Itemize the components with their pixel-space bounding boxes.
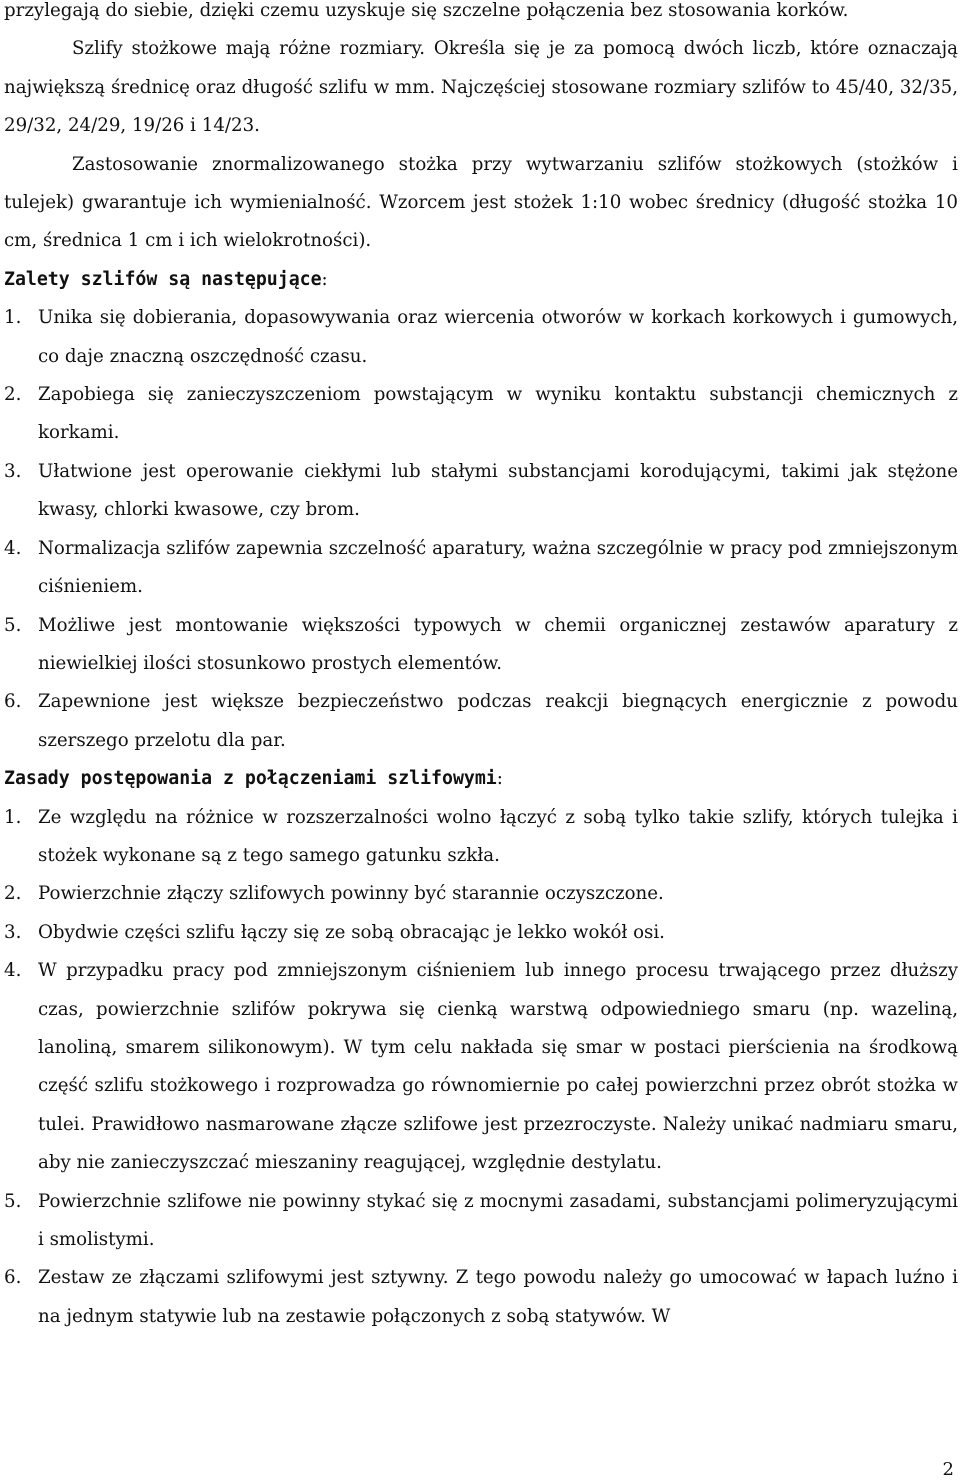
list-item xyxy=(4,299,958,376)
rules-list xyxy=(4,799,958,1337)
list-item-text: Ułatwione jest operowanie ciekłymi lub stałymi substancjami korodującymi, takimi jak stężone kwasy, chlorki kwasowe, czy brom. xyxy=(38,460,958,521)
list-item-number: 2. xyxy=(4,883,22,905)
advantages-list xyxy=(4,299,958,760)
advantages-heading-colon: : xyxy=(321,268,328,290)
list-item-text: Unika się dobierania, dopasowywania oraz wiercenia otworów w korkach korkowych i gumowych, co daje znaczną oszczędność czasu. xyxy=(38,307,958,367)
list-item-number: 2. xyxy=(4,384,22,406)
list-item-number: 4. xyxy=(4,537,22,559)
page-number: 2 xyxy=(942,1459,954,1480)
list-item xyxy=(4,875,958,913)
list-item-text: W przypadku pracy pod zmniejszonym ciśnieniem lub innego procesu trwającego przez dłuższy czas, powierzchnie szlifów pokrywa się cienką warstwą odpowiedniego smaru (np. wazeliną, lanoliną, smarem silikonowym). W tym celu nakłada się smar w postaci pierścienia na środkową część szlifu stożkowego i rozprowadza go równomiernie po całej powierzchni przez obrót stożka w tulei. Prawidłowo nasmarowane złącze szlifowe jest przezroczyste. Należy unikać nadmiaru smaru, aby nie zanieczyszczać mieszaniny reagującej, względnie destylatu. xyxy=(38,960,958,1174)
list-item xyxy=(4,683,958,760)
list-item-text: Zestaw ze złączami szlifowymi jest sztywny. Z tego powodu należy go umocować w łapach luźno i na jednym statywie lub na zestawie połączonych z sobą statywów. W xyxy=(38,1267,958,1327)
list-item-number: 1. xyxy=(4,806,22,828)
list-item xyxy=(4,914,958,952)
list-item-number: 6. xyxy=(4,1267,22,1289)
rules-heading xyxy=(4,760,958,798)
advantages-heading xyxy=(4,261,958,299)
list-item xyxy=(4,530,958,607)
list-item-number: 4. xyxy=(4,960,22,982)
list-item xyxy=(4,376,958,453)
intro-continuation: przylegają do siebie, dzięki czemu uzyskuje się szczelne połączenia bez stosowania korków. xyxy=(4,0,849,21)
list-item xyxy=(4,1259,958,1336)
list-item xyxy=(4,1183,958,1260)
list-item-text: Powierzchnie złączy szlifowych powinny być starannie oczyszczone. xyxy=(38,883,664,905)
list-item-text: Możliwe jest montowanie większości typowych w chemii organicznej zestawów aparatury z niewielkiej ilości stosunkowo prostych elementów. xyxy=(38,614,958,674)
rules-heading-text: Zasady postępowania z połączeniami szlifowymi xyxy=(4,768,497,790)
advantages-heading-text: Zalety szlifów są następujące xyxy=(4,268,322,290)
list-item-text: Normalizacja szlifów zapewnia szczelność aparatury, ważna szczególnie w pracy pod zmniejszonym ciśnieniem. xyxy=(38,537,958,598)
list-item-number: 5. xyxy=(4,1190,22,1212)
rules-heading-colon: : xyxy=(496,768,503,790)
list-item xyxy=(4,453,958,530)
intro-standard-paragraph: Zastosowanie znormalizowanego stożka przy wytwarzaniu szlifów stożkowych (stożków i tulejek) gwarantuje ich wymienialność. Wzorcem jest stożek 1:10 wobec średnicy (długość stożka 10 cm, średnica 1 cm i ich wielokrotności). xyxy=(4,153,958,252)
list-item-number: 6. xyxy=(4,691,22,713)
list-item xyxy=(4,952,958,1182)
list-item xyxy=(4,607,958,684)
list-item xyxy=(4,799,958,876)
list-item-text: Zapewnione jest większe bezpieczeństwo podczas reakcji biegnących energicznie z powodu szerszego przelotu dla par. xyxy=(38,691,958,751)
intro-sizes-paragraph: Szlify stożkowe mają różne rozmiary. Określa się je za pomocą dwóch liczb, które oznaczają największą średnicę oraz długość szlifu w mm. Najczęściej stosowane rozmiary szlifów to 45/40, 32/35, 29/32, 24/29, 19/26 i 14/23. xyxy=(4,38,958,137)
list-item-text: Powierzchnie szlifowe nie powinny stykać się z mocnymi zasadami, substancjami polimeryzującymi i smolistymi. xyxy=(38,1190,958,1250)
list-item-number: 3. xyxy=(4,460,22,482)
document-page xyxy=(4,0,958,1336)
list-item-number: 5. xyxy=(4,614,22,636)
list-item-text: Obydwie części szlifu łączy się ze sobą obracając je lekko wokół osi. xyxy=(38,921,665,943)
list-item-number: 1. xyxy=(4,307,22,329)
list-item-text: Ze względu na różnice w rozszerzalności wolno łączyć z sobą tylko takie szlify, których tulejka i stożek wykonane są z tego samego gatunku szkła. xyxy=(38,806,958,866)
list-item-text: Zapobiega się zanieczyszczeniom powstającym w wyniku kontaktu substancji chemicznych z korkami. xyxy=(38,384,958,444)
list-item-number: 3. xyxy=(4,921,22,943)
